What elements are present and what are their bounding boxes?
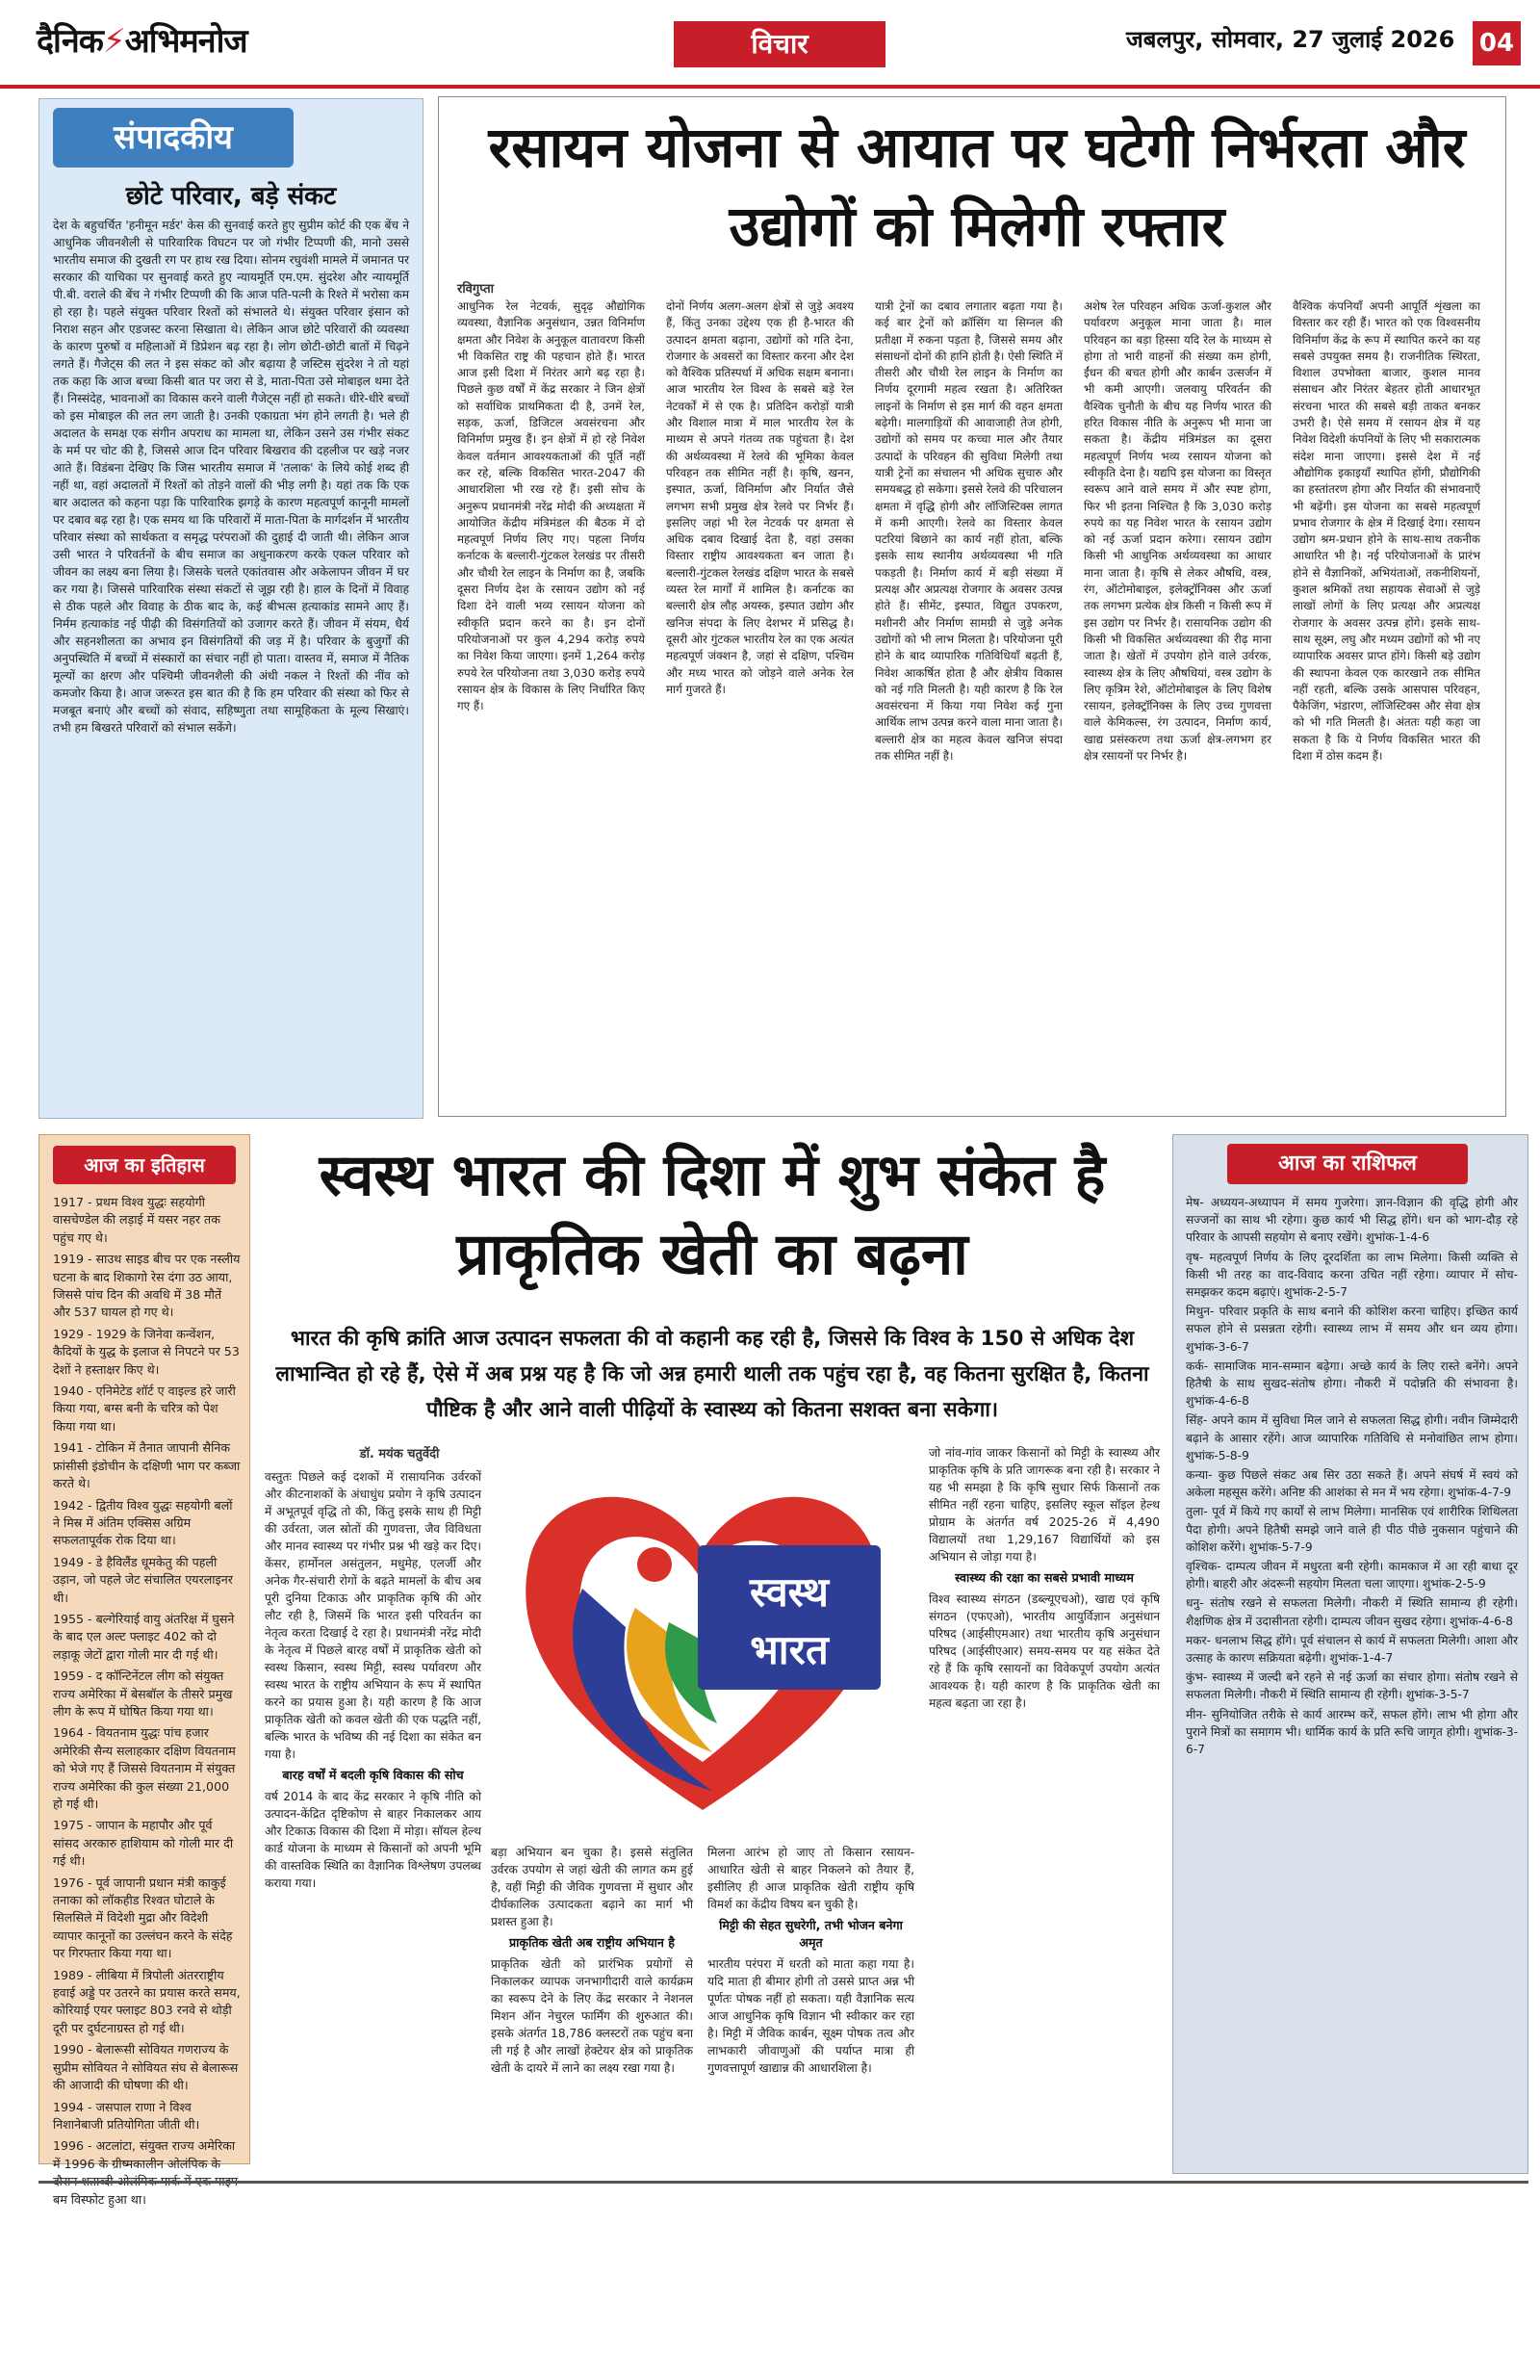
history-item: 1959 - द कॉन्टिनेंटल लीग को संयुक्त राज्य अमेरिका में बेसबॉल के तीसरे प्रमुख लीग के रूप में घोषित किया गया था। bbox=[53, 1669, 233, 1719]
lead-subhead-1: बारह वर्षों में बदली कृषि विकास की सोच bbox=[282, 1768, 464, 1782]
image-text-2: भारत bbox=[750, 1626, 829, 1673]
horoscope-list bbox=[1186, 1194, 1518, 2166]
lead-subhead-4: स्वास्थ्य की रक्षा का सबसे प्रभावी माध्यम bbox=[955, 1570, 1134, 1585]
lightning-icon: ⚡ bbox=[102, 22, 125, 61]
lead-column-3 bbox=[707, 1844, 914, 2166]
history-item: 1929 - 1929 के जिनेवा कन्वेंशन, कैदियों के युद्ध के इलाज से निपटने पर 53 देशों ने हस्ताक्षर किए थे। bbox=[53, 1326, 240, 1377]
main-column-1: आधुनिक रेल नेटवर्क, सुदृढ़ औद्योगिक व्यवस्था, वैज्ञानिक अनुसंधान, उन्नत विनिर्माण क्षमता और निवेश के अनुकूल वातावरण किसी भी विकसित राष्ट्र की पहचान होते हैं। भारत आज इसी दिशा में निरंतर आगे बढ़ रहा है। पिछले कुछ वर्षों में केंद्र सरकार ने जिन क्षेत्रों को सर्वाधिक प्राथमिकता दी है, उनमें रेल, सड़क, ऊर्जा, डिजिटल अवसंरचना और विनिर्माण प्रमुख हैं। इन क्षेत्रों में हो रहे निवेश केवल वर्तमान आवश्यकताओं की पूर्ति नहीं कर रहे, बल्कि विकसित भारत-2047 की आधारशिला भी रख रहे हैं। इसी सोच के अनुरूप प्रधानमंत्री नरेंद्र मोदी की अध्यक्षता में आयोजित केंद्रीय मंत्रिमंडल की बैठक में दो महत्वपूर्ण निर्णय लिए गए। पहला निर्णय कर्नाटक के बल्लारी-गुंटकल रेलखंड पर तीसरी और चौथी रेल लाइन के निर्माण का है, जबकि दूसरा निर्णय देश के रसायन उद्योग को नई दिशा देने वाली भव्य रसायन योजना को स्वीकृति प्रदान करने का है। इन दोनों परियोजनाओं पर कुल 4,294 करोड़ रुपये का निवेश किया जाएगा। इनमें 1,264 करोड़ रुपये रेल परियोजना तथा 3,030 करोड़ रुपये रसायन क्षेत्र के विकास के लिए निर्धारित किए गए हैं। bbox=[457, 299, 645, 713]
lead-column-1-text: वस्तुतः पिछले कई दशकों में रासायनिक उर्वरकों और कीटनाशकों के अंधाधुंध प्रयोग ने कृषि उत्पादन में अभूतपूर्व वृद्धि तो की, किंतु इसके साथ ही मिट्टी की उर्वरता, जल स्रोतों की गुणवत्ता, जैव विविधता और मानव स्वास्थ्य पर गंभीर प्रश्न भी खड़े कर दिए। केंसर, हार्मोनल असंतुलन, मधुमेह, एलर्जी और अनेक गैर-संचारी रोगों के बढ़ते मामलों के बीच अब पूरी दुनिया टिकाऊ और प्राकृतिक कृषि की ओर लौट रही है, जिसमें कि भारत इसी परिवर्तन का नेतृत्व करता दिखाई दे रहा है। प्रधानमंत्री नरेंद्र मोदी के नेतृत्व में पिछले बारह वर्षों में प्राकृतिक खेती को स्वस्थ किसान, स्वस्थ मिट्टी, स्वस्थ पर्यावरण और स्वस्थ भारत के राष्ट्रीय अभियान के रूप में स्थापित करने का प्रयास हुआ है। यही कारण है कि आज प्राकृतिक खेती को कवल खेती की एक पद्धति नहीं, बल्कि भारत के भविष्य की नई दिशा का संकेत बन गया है। bbox=[265, 1470, 481, 1761]
newspaper-logo[interactable] bbox=[37, 17, 247, 62]
lead-headline: स्वस्थ भारत की दिशा में शुभ संकेत है प्राकृतिक खेती का बढ़ना bbox=[319, 1142, 1106, 1288]
lead-subhead-2: प्राकृतिक खेती अब राष्ट्रीय अभियान है bbox=[508, 1935, 675, 1950]
lead-column-4 bbox=[929, 1444, 1160, 2166]
lead-subhead-3: मिट्टी की सेहत सुधरेगी, तभी भोजन बनेगा अमृत bbox=[719, 1918, 903, 1950]
horoscope-item: मीन- सुनियोजित तरीके से कार्य आरम्भ करें, सफल होंगे। लाभ भी होगा और पुराने मित्रों का समागम भी। धार्मिक कार्य के प्रति रूचि जागृत होगी। शुभांक-3-6-7 bbox=[1186, 1707, 1518, 1757]
lead-column-4-text-b: विश्व स्वास्थ्य संगठन (डब्ल्यूएचओ), खाद्य एवं कृषि संगठन (एफएओ), भारतीय आयुर्विज्ञान अनुसंधान परिषद (आईसीएमआर) तथा भारतीय कृषि अनुसंधान परिषद (आईसीएआर) समय-समय पर यह संकेत देते रहे हैं कि कृषि रसायनों का विवेकपूर्ण उपयोग अत्यंत आवश्यक है। यही कारण है कि प्राकृतिक खेती का महत्व बढ़ता जा रहा है। bbox=[929, 1592, 1160, 1710]
horoscope-item: वृश्चिक- दाम्पत्य जीवन में मधुरता बनी रहेगी। कामकाज में आ रही बाधा दूर होगी। बाहरी और अंदरूनी सहयोग मिलता चला जाएगा। शुभांक-2-5-9 bbox=[1186, 1560, 1518, 1591]
swasth-bharat-illustration bbox=[491, 1444, 914, 1829]
history-item: 1975 - जापान के महापौर और पूर्व सांसद अरकारु हाशियाम को गोली मार दी गई थी। bbox=[53, 1818, 234, 1869]
history-item: 1955 - बल्गेरियाई वायु अंतरिक्ष में घुसने के बाद एल अल्ट फ्लाइट 402 को दो लड़ाकू जेटों द्वारा गोली मार दी गई थी। bbox=[53, 1611, 235, 1662]
main-headline: रसायन योजना से आयात पर घटेगी निर्भरता और उद्योगों को मिलेगी रफ्तार bbox=[488, 115, 1466, 259]
logo-part-b: अभिमनोज bbox=[124, 22, 247, 61]
editorial-headline: छोटे परिवार, बड़े संकट bbox=[125, 182, 337, 211]
editorial-body: देश के बहुचर्चित 'हनीमून मर्डर' केस की सुनवाई करते हुए सुप्रीम कोर्ट की एक बेंच ने आधुनिक जीवनशैली से पारिवारिक विघटन पर जो गंभीर टिप्पणी की, मानो उससे भारतीय समाज की दुखती रग पर हाथ रख दिया। सोनम रघुवंशी मामले में जमानत पर सरकार की याचिका पर सुनवाई करते हुए न्यायमूर्ति एम.एम. सुंदरेश और न्यायमूर्ति पी.बी. वराले की बेंच ने गंभीर टिप्पणी की कि आज पति-पत्नी के रिश्ते में भरोसा कम हो रहा है। पहले संयुक्त परिवार रिश्तों को संभालते थे। संयुक्त परिवार इंसान को निराश सहन और एडजस्ट करना सिखाता थे। लेकिन आज छोटे परिवारों की व्यवस्था के कारण पुरुषों व महिलाओं में डिप्रेशन बढ़ रहा है। लोग छोटी-छोटी बातों में चिढ़ने लगते हैं। गैजेट्स की लत ने इस संकट को और बढ़ाया है जस्टिस सुंदरेश ने तो यहां तक कहा कि आज बच्चा किसी बात पर जरा से डे, माता-पिता उसे मोबाइल थमा देते हैं। निस्संदेह, भावनाओं का विकास करने वाली गैजेट्स नहीं हो सकते। धीरे-धीरे बच्चों को इस मोबाइल की लत लग जाती है। उनकी एकाग्रता भंग होने लगती है। भले ही अदालत के समक्ष एक संगीन अपराध का मामला था, लेकिन उसने उस गंभीर संकट के मर्म पर चोट की है, जिससे आज दिन परिवार बिखराव की दहलीज पर खड़े नजर आते हैं। विडंबना देखिए कि जिस भारतीय समाज में 'तलाक' के लिये कोई शब्द ही नहीं था, वहां अदालतों में रिश्तों को तोड़ने वालों की भीड़ लगी है। यहां तक कि एक बार अदालत को कहना पड़ा कि पारिवारिक झगड़े के कारण महत्वपूर्ण कानूनी मामलों पर दबाव बढ़ रहा है। एक समय था कि परिवारों में माता-पिता के मार्गदर्शन में भारतीय परिवार संस्था को सार्थकता व समृद्ध परंपराओं की दुहाई दी जाती थी। लेकिन आज उसी भारत ने परिवर्तनों के बीच समाज का अधुनाकरण करके एकल परिवार को जीवन का लक्ष्य बना लिया है। जिसके चलते एकांतवास और अकेलापन जीवन में घर कर गया है। जिससे पारिवारिक संस्था संकटों से जूझ रही है। हाल के दिनों में विवाह से ठीक पहले और विवाह के ठीक बाद के, कई बीभत्स हत्याकांड सामने आए हैं। निर्मम हत्याकांड नई पीढ़ी की विसंगतियों को उजागर करते हैं। जीवन में संयम, धैर्य और सहनशीलता का अभाव इन विसंगतियों की जड़ में है। परिवार के बुजुर्गों की अनुपस्थिति में बच्चों में संस्कारों का संचार नहीं हो पाता। वास्तव में, समाज में नैतिक मूल्यों का क्षरण और पश्चिमी जीवनशैली की अंधी नकल ने रिश्तों की नींव को कमजोर किया है। आज जरूरत इस बात की है कि हम परिवार की संस्था को फिर से मजबूत बनाएं और बच्चों को संवाद, सहिष्णुता तथा सामूहिकता के मूल्य सिखाएं। तभी हम बिखरते परिवारों को संभाल सकेंगे। bbox=[53, 219, 409, 735]
history-item: 1994 - जसपाल राणा ने विश्व निशानेबाजी प्रतियोगिता जीती थी। bbox=[53, 2099, 200, 2132]
editorial-label: संपादकीय bbox=[53, 108, 294, 168]
lead-column-1 bbox=[265, 1468, 481, 2166]
main-byline: रविगुप्ता bbox=[457, 282, 495, 297]
horoscope-item: कुंभ- स्वास्थ्य में जल्दी बने रहने से नई ऊर्जा का संचार होगा। संतोष रखने से सफलता मिलेगी। नौकरी में स्थिति सामान्य ही रहेगी। शुभांक-3-5-7 bbox=[1186, 1670, 1518, 1702]
main-column-2: दोनों निर्णय अलग-अलग क्षेत्रों से जुड़े अवश्य हैं, किंतु उनका उद्देश्य एक ही है-भारत की उत्पादन क्षमता बढ़ाना, उद्योगों को गति देना, रोजगार के अवसरों का विस्तार करना और देश को वैश्विक प्रतिस्पर्धा में अधिक सक्षम बनाना। आज भारतीय रेल विश्व के सबसे बड़े रेल नेटवर्कों में से एक है। प्रतिदिन करोड़ों यात्री और विशाल मात्रा में माल भारतीय रेल के माध्यम से अपने गंतव्य तक पहुंचता है। देश की अर्थव्यवस्था में रेलवे की भूमिका केवल परिवहन तक सीमित नहीं है। कृषि, खनन, इस्पात, ऊर्जा, विनिर्माण और निर्यात जैसे लगभग सभी प्रमुख क्षेत्र रेलवे पर निर्भर हैं। इसलिए जहां भी रेल नेटवर्क पर क्षमता से अधिक दबाव दिखाई देता है, वहां उसका विस्तार राष्ट्रीय आवश्यकता बन जाता है। बल्लारी-गुंटकल रेलखंड दक्षिण भारत के सबसे व्यस्त रेल मार्गों में शामिल है। कर्नाटक का बल्लारी क्षेत्र लौह अयस्क, इस्पात उद्योग और खनिज संपदा के लिए देशभर में प्रसिद्ध है। दूसरी ओर गुंटकल भारतीय रेल का एक अत्यंत महत्वपूर्ण जंक्शन है, जहां से दक्षिण, पश्चिम और मध्य भारत को जोड़ने वाले अनेक रेल मार्ग गुजरते हैं। bbox=[666, 299, 854, 696]
horoscope-item: सिंह- अपने काम में सुविधा मिल जाने से सफलता सिद्ध होगी। नवीन जिम्मेदारी बढ़ाने के आसार रहेंगे। आज व्यापारिक गतिविधि से मनोवांछित लाभ होगा। शुभांक-5-8-9 bbox=[1186, 1413, 1518, 1462]
history-item: 1919 - साउथ साइड बीच पर एक नस्लीय घटना के बाद शिकागो रेस दंगा उठ आया, जिससे पांच दिन की अवधि में 38 मौतें और 537 घायल हो गए थे। bbox=[53, 1252, 241, 1320]
main-column-3: यात्री ट्रेनों का दबाव लगातार बढ़ता गया है। कई बार ट्रेनों को क्रॉसिंग या सिग्नल की प्रतीक्षा में रुकना पड़ता है, जिससे समय और संसाधनों दोनों की हानि होती है। ऐसी स्थिति में तीसरी और चौथी रेल लाइन के निर्माण का निर्णय दूरगामी महत्व रखता है। अतिरिक्त लाइनों के निर्माण से इस मार्ग की वहन क्षमता बढ़ेगी। मालगाड़ियों की आवाजाही तेज होगी, उद्योगों को समय पर कच्चा माल और तैयार उत्पादों के परिवहन की सुविधा मिलेगी तथा यात्री ट्रेनों का संचालन भी अधिक सुचारु और समयबद्ध हो सकेगा। इससे रेलवे की परिचालन क्षमता में वृद्धि होगी और लॉजिस्टिक्स लागत में कमी आएगी। रेलवे का विस्तार केवल पटरियां बिछाने का कार्य नहीं होता, बल्कि इसके साथ स्थानीय अर्थव्यवस्था भी गति पकड़ती है। निर्माण कार्य में बड़ी संख्या में प्रत्यक्ष और अप्रत्यक्ष रोजगार के अवसर उत्पन्न होते हैं। सीमेंट, इस्पात, विद्युत उपकरण, मशीनरी और निर्माण सामग्री से जुड़े अनेक उद्योगों को भी लाभ मिलता है। परियोजना पूरी होने के बाद व्यापारिक गतिविधियाँ बढ़ती हैं, निवेश आकर्षित होता है और क्षेत्रीय विकास को नई गति मिलती है। यही कारण है कि रेल अवसंरचना में किया गया निवेश कई गुना आर्थिक लाभ उत्पन्न करने वाला माना जाता है। बल्लारी क्षेत्र का महत्व केवल खनिज संपदा तक सीमित नहीं है। bbox=[875, 299, 1063, 763]
page-number: 04 bbox=[1473, 21, 1521, 65]
horoscope-item: मेष- अध्ययन-अध्यापन में समय गुजरेगा। ज्ञान-विज्ञान की वृद्धि होगी और सज्जनों का साथ भी रहेगा। कुछ कार्य भी सिद्ध होंगे। धन को भाग-दौड़ रहे परिवार के आपसी सहयोग से बनाए रखेंगे। शुभांक-1-4-6 bbox=[1186, 1196, 1518, 1245]
history-list bbox=[53, 1194, 241, 2207]
history-item: 1942 - द्वितीय विश्व युद्धः सहयोगी बलों ने मिस्र में अंतिम एक्सिस अग्रिम सफलतापूर्वक रोक दिया था। bbox=[53, 1497, 233, 1548]
horoscope-item: धनु- संतोष रखने से सफलता मिलेगी। नौकरी में स्थिति सामान्य ही रहेगी। शैक्षणिक क्षेत्र में उदासीनता रहेगी। दाम्पत्य जीवन सुखद रहेगा। शुभांक-4-6-8 bbox=[1186, 1596, 1518, 1628]
history-item: 1996 - अटलांटा, संयुक्त राज्य अमेरिका में 1996 के ग्रीष्मकालीन ओलंपिक के बम विस्फोट हुआ था। bbox=[53, 2138, 236, 2207]
logo-part-a: दैनिक bbox=[37, 22, 103, 61]
lead-deck: भारत की कृषि क्रांति आज उत्पादन सफलता की वो कहानी कह रही है, जिससे कि विश्व के 150 से अधिक देश लाभान्वित हो रहे हैं, ऐसे में अब प्रश्न यह है कि जो अन्न हमारी थाली तक पहुंच रहा है, वह कितना सुरक्षित है, कितना पौष्टिक है और आने वाली पीढ़ियों के स्वास्थ्य को कितना सशक्त बना सकेगा। bbox=[275, 1327, 1149, 1422]
horoscope-item: तुला- पूर्व में किये गए कार्यों से लाभ मिलेगा। मानसिक एवं शारीरिक शिथिलता पैदा होगी। अपने हितैषी समझे जाने वाले ही पीठ पीछे नुकसान पहुंचाने की कोशिश करेंगे। शुभांक-5-7-9 bbox=[1186, 1505, 1518, 1554]
section-tag: विचार bbox=[674, 21, 886, 67]
history-item: 1990 - बेलारूसी सोवियत गणराज्य के सुप्रीम सोवियत ने सोवियत संघ से बेलारूस की आजादी की घोषणा की थी। bbox=[53, 2042, 239, 2093]
lead-column-3-text-b: भारतीय परंपरा में धरती को माता कहा गया है। यदि माता ही बीमार होगी तो उससे प्राप्त अन्न भी पूर्णतः पोषक नहीं हो सकता। यही वैज्ञानिक सत्य आज आधुनिक कृषि विज्ञान भी स्वीकार कर रहा है। मिट्टी में जैविक कार्बन, सूक्ष्म पोषक तत्व और लाभकारी जीवाणुओं की पर्याप्त मात्रा ही गुणवत्तापूर्ण खाद्यान्न की आधारशिला है। bbox=[707, 1957, 914, 2075]
main-column-4: अशेष रेल परिवहन अधिक ऊर्जा-कुशल और पर्यावरण अनुकूल माना जाता है। माल परिवहन का बड़ा हिस्सा यदि रेल के माध्यम से होगा तो भारी वाहनों की संख्या कम होगी, ईंधन की बचत होगी और कार्बन उत्सर्जन में भी कमी आएगी। जलवायु परिवर्तन की वैश्विक चुनौती के बीच यह निर्णय भारत की हरित विकास नीति के अनुरूप भी माना जा सकता है। केंद्रीय मंत्रिमंडल का दूसरा महत्वपूर्ण निर्णय भव्य रसायन योजना को स्वीकृति देना है। यद्यपि इस योजना का विस्तृत स्वरूप आने वाले समय में और स्पष्ट होगा, फिर भी इतना निश्चित है कि 3,030 करोड़ रुपये का यह निवेश भारत के रसायन उद्योग को नई ऊर्जा प्रदान करेगा। रसायन उद्योग किसी भी आधुनिक अर्थव्यवस्था का आधार माना जाता है। कृषि से लेकर औषधि, वस्त्र, रंग, ऑटोमोबाइल, इलेक्ट्रॉनिक्स और ऊर्जा तक लगभग प्रत्येक क्षेत्र किसी न किसी रूप में इस उद्योग पर निर्भर है। रासायनिक उद्योग की किसी भी विकसित अर्थव्यवस्था की रीढ़ माना जाता है। खेतों में उपयोग होने वाले उर्वरक, स्वास्थ्य क्षेत्र के लिए औषधियां, वस्त्र उद्योग के लिए कृत्रिम रेशे, ऑटोमोबाइल के लिए विशेष रसायन, इलेक्ट्रॉनिक्स के लिए उच्च गुणवत्ता वाले केमिकल्स, रंग उत्पादन, निर्माण कार्य, खाद्य प्रसंस्करण तथा ऊर्जा क्षेत्र-लगभग हर क्षेत्र रसायनों पर निर्भर है। bbox=[1084, 299, 1271, 763]
image-text-1: स्वस्थ bbox=[749, 1568, 830, 1616]
dateline: जबलपुर, सोमवार, 27 जुलाई 2026 bbox=[1126, 26, 1455, 53]
history-item: 1940 - एनिमेटेड शॉर्ट ए वाइल्ड हरे जारी किया गया, बग्स बनी के चरित्र को पेश किया गया था। bbox=[53, 1384, 236, 1434]
masthead bbox=[0, 0, 1540, 89]
history-item: 1964 - वियतनाम युद्धः पांच हजार अमेरिकी सैन्य सलाहकार दक्षिण वियतनाम को भेजे गए हैं जिससे वियतनाम में संयुक्त राज्य अमेरिका की कुल संख्या 21,000 हो गई थी। bbox=[53, 1725, 236, 1811]
lead-column-2-text: बड़ा अभियान बन चुका है। इससे संतुलित उर्वरक उपयोग से जहां खेती की लागत कम हुई है, वहीं मिट्टी की जैविक गुणवत्ता में सुधार और दीर्घकालिक उत्पादकता बढ़ाने का मार्ग भी प्रशस्त हुआ है। bbox=[491, 1846, 693, 1928]
lead-column-3-text: मिलना आरंभ हो जाए तो किसान रसायन-आधारित खेती से बाहर निकलने को तैयार हैं, इसीलिए ही आज प्राकृतिक खेती राष्ट्रीय कृषि विमर्श का केंद्रीय विषय बन चुकी है। bbox=[707, 1846, 914, 1911]
lead-author: डॉ. मयंक चतुर्वेदी bbox=[359, 1447, 440, 1462]
horoscope-label: आज का राशिफल bbox=[1227, 1144, 1468, 1184]
horoscope-item: वृष- महत्वपूर्ण निर्णय के लिए दूरदर्शिता का लाभ मिलेगा। किसी व्यक्ति से किसी भी तरह का वाद-विवाद करना उचित नहीं रहेगा। व्यापार में सोच-समझकर कदम बढ़ाएं। शुभांक-2-5-7 bbox=[1186, 1250, 1518, 1300]
history-item: 1949 - डे हैविलैंड धूमकेतु की पहली उड़ान, जो पहले जेट संचालित एयरलाइनर थी। bbox=[53, 1554, 233, 1605]
horoscope-item: कर्क- सामाजिक मान-सम्मान बढ़ेगा। अच्छे कार्य के लिए रास्ते बनेंगे। अपने हितैषी के साथ सुखद-संतोष होगा। नौकरी में पदोन्नति की संभावना है। शुभांक-4-6-8 bbox=[1186, 1358, 1518, 1409]
history-item: 1989 - लीबिया में त्रिपोली अंतरराष्ट्रीय हवाई अड्डे पर उतरने का प्रयास करते समय, कोरियाई एयर फ्लाइट 803 रनवे से थोड़ी दूरी पर दुर्घटनाग्रस्त हो गई थी। bbox=[53, 1967, 241, 2035]
footer-divider bbox=[38, 2181, 1528, 2184]
history-item: 1976 - पूर्व जापानी प्रधान मंत्री काकुई तनाका को लॉकहीड रिश्वत घोटाले के सिलसिले में विदेशी मुद्रा और विदेशी व्यापार कानूनों का उल्लंघन करने के संदेह पर गिरफ्तार किया गया था। bbox=[53, 1875, 233, 1961]
lead-column-2-text-b: प्राकृतिक खेती को प्रारंभिक प्रयोगों से निकालकर व्यापक जनभागीदारी वाले कार्यक्रम का स्वरूप देने के लिए केंद्र सरकार ने नेशनल मिशन ऑन नेचुरल फार्मिंग की शुरुआत की। इसके अंतर्गत 18,786 क्लस्टरों तक पहुंच बना ली गई है और लाखों हेक्टेयर क्षेत्र को प्राकृतिक खेती के दायरे में लाने का लक्ष्य रखा गया है। bbox=[491, 1957, 693, 2075]
lead-column-1-text-b: वर्ष 2014 के बाद केंद्र सरकार ने कृषि नीति को उत्पादन-केंद्रित दृष्टिकोण से बाहर निकालकर आय और टिकाऊ विकास की दिशा में मोड़ा। सॉयल हेल्थ कार्ड योजना के माध्यम से किसानों को अपनी भूमि की वास्तविक स्थिति का वैज्ञानिक विश्लेषण उपलब्ध कराया गया। bbox=[265, 1790, 481, 1890]
history-label: आज का इतिहास bbox=[53, 1146, 236, 1184]
main-column-5: वैश्विक कंपनियाँ अपनी आपूर्ति शृंखला का विस्तार कर रही हैं। भारत को एक विश्वसनीय विनिर्माण केंद्र के रूप में स्थापित करने का यह सबसे उपयुक्त समय है। राजनीतिक स्थिरता, विशाल उपभोक्ता बाजार, कुशल मानव संसाधन और निरंतर बेहतर होती आधारभूत संरचना भारत की सबसे बड़ी ताकत बनकर उभरी है। ऐसे समय में रसायन क्षेत्र में यह निवेश विदेशी कंपनियों के लिए भी सकारात्मक संदेश माना जाएगा। इससे देश में नई औद्योगिक इकाइयाँ स्थापित होंगी, प्रौद्योगिकी का हस्तांतरण होगा और निर्यात की संभावनाएँ भी बढ़ेंगी। इस योजना का सबसे महत्वपूर्ण प्रभाव रोजगार के क्षेत्र में दिखाई देगा। रसायन उद्योग श्रम-प्रधान होने के साथ-साथ तकनीक आधारित भी है। नई परियोजनाओं के प्रारंभ होने से वैज्ञानिकों, अभियंताओं, तकनीशियनों, कुशल श्रमिकों तथा सहायक सेवाओं से जुड़े लाखों लोगों के लिए प्रत्यक्ष और अप्रत्यक्ष रोजगार के अवसर उत्पन्न होंगे। इसके साथ-साथ सूक्ष्म, लघु और मध्यम उद्योगों को भी नए व्यापारिक अवसर प्राप्त होंगे। किसी बड़े उद्योग की स्थापना केवल एक कारखाने तक सीमित नहीं रहती, बल्कि उसके आसपास परिवहन, पैकेजिंग, भंडारण, लॉजिस्टिक्स और सेवा क्षेत्र को भी गति मिलती है। अंततः यही कहा जा सकता है कि ये निर्णय विकसित भारत की दिशा में ठोस कदम हैं। bbox=[1293, 299, 1480, 763]
lead-column-4-text: जो नांव-गांव जाकर किसानों को मिट्टी के स्वास्थ्य और प्राकृतिक कृषि के प्रति जागरूक बना रही है। सरकार ने यह भी समझा है कि कृषि सुधार सिर्फ किसानों तक सीमित नहीं रहना चाहिए, इसलिए स्कूल सॉइल हेल्थ प्रोग्राम के अंतर्गत वर्ष 2025-26 में 4,490 विद्यालयों तथा 1,29,167 विद्यार्थियों को इस अभियान से जोड़ा गया है। bbox=[929, 1446, 1160, 1564]
history-item: 1917 - प्रथम विश्व युद्धः सहयोगी वासचेण्डेल की लड़ाई में यसर नहर तक पहुंच गए थे। bbox=[53, 1195, 220, 1245]
history-item: 1941 - टोकिन में तैनात जापानी सैनिक फ्रांसीसी इंडोचीन के दक्षिणी भाग पर कब्जा करते थे। bbox=[53, 1440, 241, 1491]
heart-logo-icon bbox=[491, 1444, 914, 1829]
lead-column-2 bbox=[491, 1844, 693, 2166]
horoscope-item: कन्या- कुछ पिछले संकट अब सिर उठा सकते हैं। अपने संघर्ष में स्वयं को अकेला महसूस करेंगे। अनिष्ट की आशंका से मन में भय रहेगा। शुभांक-4-7-9 bbox=[1186, 1468, 1518, 1500]
horoscope-item: मकर- धनलाभ सिद्ध होंगे। पूर्व संचालन से कार्य में सफलता मिलेगी। आशा और उत्साह के कारण सक्रियता बढ़ेगी। शुभांक-1-4-7 bbox=[1186, 1633, 1518, 1666]
horoscope-item: मिथुन- परिवार प्रकृति के साथ बनाने की कोशिश करना चाहिए। इच्छित कार्य सफल होने से प्रसन्नता रहेगी। स्वास्थ्य लाभ में समय और धन व्यय होगा। शुभांक-3-6-7 bbox=[1186, 1305, 1518, 1354]
